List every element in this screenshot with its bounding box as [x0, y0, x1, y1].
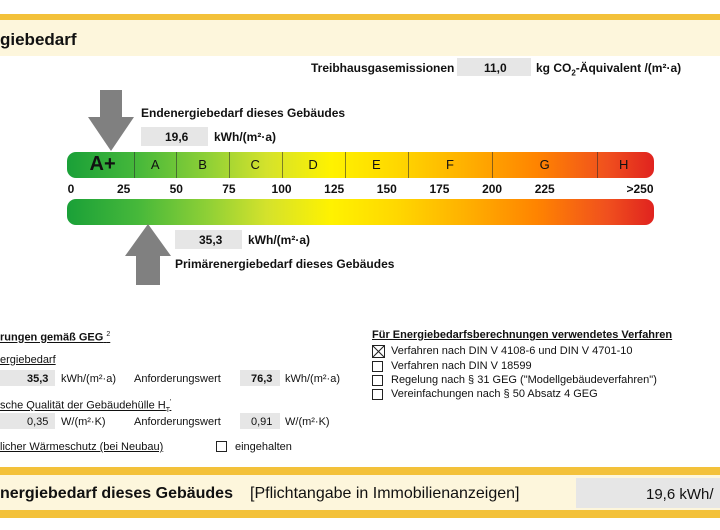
req-row1-value: 35,3: [27, 373, 49, 385]
thermal-protection-checkbox[interactable]: [216, 441, 227, 452]
req-row2-label: sche Qualität der Gebäudehülle $H_T'$: [0, 399, 172, 414]
end-energy-arrow-shaft: [100, 90, 122, 118]
req-row1-label: ergiebedarf: [0, 354, 56, 366]
end-energy-unit: kWh/(m²·a): [214, 130, 276, 144]
procedure-checkbox-vereinfachung[interactable]: [372, 389, 383, 400]
scale-tick-label: >250: [626, 182, 654, 196]
primary-energy-unit: kWh/(m²·a): [248, 233, 310, 247]
scale-tick-label: 175: [429, 182, 450, 196]
scale-tick-label: 225: [534, 182, 555, 196]
req-row2-unit: W/(m²·K): [61, 416, 106, 428]
energy-class-b: B: [198, 157, 207, 172]
section-title: giebedarf: [0, 30, 77, 49]
primary-energy-label: Primärenergiebedarf dieses Gebäudes: [175, 257, 395, 271]
req-row1-unit: kWh/(m²·a): [61, 373, 116, 385]
end-energy-arrow-head: [88, 117, 134, 153]
req-row1-req-label: Anforderungswert: [134, 373, 221, 385]
energy-class-e: E: [371, 157, 381, 172]
energy-class-g: G: [539, 157, 550, 172]
requirements-title: rungen gemäß GEG $^2$: [0, 331, 111, 344]
emissions-unit: kg $CO_2$-Äquivalent /(m²·a): [536, 61, 682, 78]
energy-class-divider: [229, 152, 230, 178]
procedures-title: Für Energiebedarfsberechnungen verwendetes Verfahren: [372, 329, 673, 341]
req-row3-label: licher Wärmeschutz (bei Neubau): [0, 441, 164, 453]
scale-tick-label: 25: [116, 182, 131, 196]
procedure-label-vereinfachung: Vereinfachungen nach § 50 Absatz 4 GEG: [391, 388, 598, 400]
scale-tick-label: 50: [169, 182, 183, 196]
energy-class-d: D: [308, 157, 318, 172]
procedure-label-modell: Regelung nach § 31 GEG ("Modellgebäudeverfahren"): [391, 374, 657, 386]
end-energy-value: 19,6: [165, 130, 189, 144]
energy-class-h: H: [618, 157, 629, 172]
energy-class-a-plus: A+: [89, 153, 116, 175]
procedure-label-din-4108: Verfahren nach DIN V 4108-6 und DIN V 4701-10: [391, 345, 633, 357]
footer-gold-rule-bottom: [0, 510, 720, 518]
scale-tick-label: 0: [67, 182, 75, 196]
energy-class-divider: [134, 152, 135, 178]
primary-energy-arrow-head: [125, 224, 171, 256]
primary-energy-value: 35,3: [199, 233, 223, 247]
emissions-label: Treibhausgasemissionen: [311, 61, 455, 75]
energy-class-divider: [408, 152, 409, 178]
req-row2-req-unit: W/(m²·K): [285, 416, 330, 428]
energy-class-divider: [176, 152, 177, 178]
procedure-checkbox-din-4108[interactable]: [372, 345, 385, 358]
checkmark-x-icon: [373, 346, 384, 357]
emissions-value: 11,0: [484, 61, 507, 75]
footer-value: 19,6 kWh/: [646, 486, 714, 503]
req-row1-req-unit: kWh/(m²·a): [285, 373, 340, 385]
procedure-checkbox-din-18599[interactable]: [372, 361, 383, 372]
energy-class-divider: [492, 152, 493, 178]
energy-class-divider: [597, 152, 598, 178]
section-header-band: [0, 20, 720, 56]
scale-tick-label: 200: [482, 182, 503, 196]
req-row1-req-value: 76,3: [251, 373, 273, 385]
req-row2-req-label: Anforderungswert: [134, 416, 221, 428]
footer-note: [Pflichtangabe in Immobilienanzeigen]: [250, 485, 520, 502]
scale-tick-label: 75: [222, 182, 236, 196]
primary-energy-arrow-shaft: [136, 255, 160, 285]
end-energy-label: Endenergiebedarf dieses Gebäudes: [141, 106, 346, 120]
primary-energy-band: [67, 199, 654, 225]
energy-class-divider: [345, 152, 346, 178]
footer-gold-rule-top: [0, 467, 720, 475]
energy-class-f: F: [445, 157, 454, 172]
thermal-protection-check-label: eingehalten: [235, 441, 292, 453]
scale-tick-label: 150: [376, 182, 397, 196]
req-row2-value: 0,35: [27, 416, 49, 428]
scale-tick-label: 100: [271, 182, 292, 196]
scale-tick-label: 125: [324, 182, 345, 196]
energy-class-c: C: [250, 157, 260, 172]
procedure-label-din-18599: Verfahren nach DIN V 18599: [391, 360, 532, 372]
procedure-checkbox-modell[interactable]: [372, 375, 383, 386]
energy-class-a: A: [150, 157, 160, 172]
footer-label: nergiebedarf dieses Gebäudes: [0, 485, 233, 502]
req-row2-req-value: 0,91: [251, 416, 273, 428]
energy-class-divider: [282, 152, 283, 178]
